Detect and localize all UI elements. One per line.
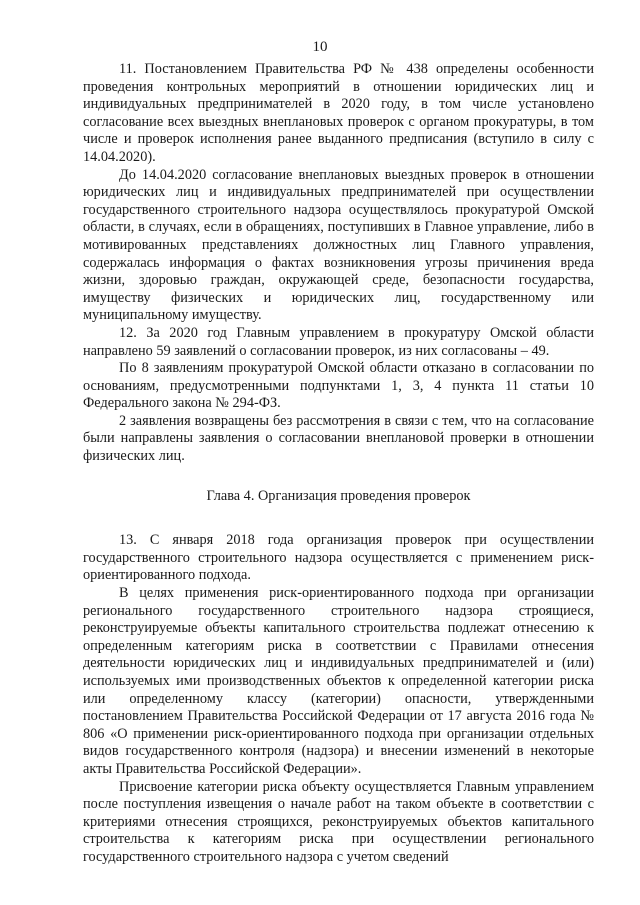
paragraph-refusals: По 8 заявлениям прокуратурой Омской области отказано в согласовании по основаниям, предусмотренными подпунктами 1, 3, 4 пункта 11 статьи 10 Федерального закона № 294-ФЗ. (83, 360, 594, 412)
paragraph-returned: 2 заявления возвращены без рассмотрения в связи с тем, что на согласование были направлены заявления о согласовании внеплановой проверки в отношении физических лиц. (83, 412, 594, 465)
paragraph-risk-category: Присвоение категории риска объекту осуществляется Главным управлением после поступления извещения о начале работ на таком объекте в соответствии с критериями отнесения строящихся, реконструируемых объектов капитального строительства к категориям риска при осуществлении регионального государственного строительного надзора с учетом сведений (83, 778, 594, 865)
paragraph-11: 11. Постановлением Правительства РФ № 438 определены особенности проведения контрольных мероприятий в отношении юридических лиц и индивидуальных предпринимателей в 2020 году, в том числе установлено согласование всех выездных внеплановых проверок с органом прокуратуры, в том числе и проверок исполнения ранее выданного предписания (вступило в силу с 14.04.2020). (83, 61, 594, 165)
chapter-heading: Глава 4. Организация проведения проверок (206, 487, 471, 504)
paragraph-risk-approach: В целях применения риск-ориентированного подхода при организации регионального государственного строительного надзора строящиеся, реконструируемые объекты капитального строительства подлежат отнесению к определенным категориям риска в соответствии с Правилами отнесения деятельности юридических лиц и индивидуальных предпринимателей и (или) используемых ими производственных объектов к определенной категории риска или определенному классу (категории) опасности, утвержденными постановлением Правительства Российской Федерации от 17 августа 2016 года № 806 «О применении риск-ориентированного подхода при организации отдельных видов государственного контроля (надзора) и внесении изменений в некоторые акты Правительства Российской Федерации». (83, 585, 594, 777)
paragraph-before-april: До 14.04.2020 согласование внеплановых выездных проверок в отношении юридических лиц и индивидуальных предпринимателей при осуществлении государственного строительного надзора осуществлялось прокуратурой Омской области, в случаях, если в обращениях, поступивших в Главное управление, либо в мотивированных представлениях должностных лиц Главного управления, содержалась информация о фактах возникновения угрозы причинения вреда жизни, здоровью граждан, окружающей среде, безопасности государства, имуществу физических и юридических лиц, государственному или муниципальному имуществу. (83, 166, 594, 324)
paragraph-12: 12. За 2020 год Главным управлением в прокуратуру Омской области направлено 59 заявлений о согласовании проверок, из них согласованы – 49. (83, 324, 594, 359)
document-body (83, 61, 594, 867)
page-number: 10 (312, 39, 328, 55)
paragraph-13: 13. С января 2018 года организация проверок при осуществлении государственного строительного надзора осуществляется с применением риск-ориентированного подхода. (83, 532, 594, 584)
